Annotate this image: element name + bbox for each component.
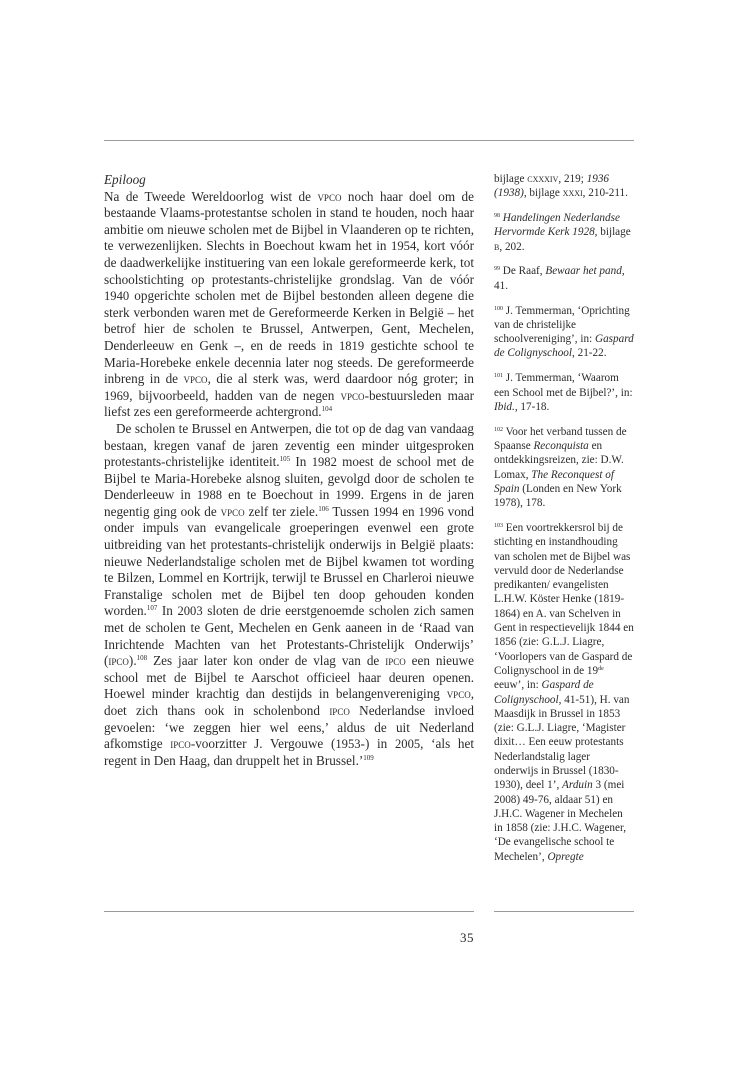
footnote-ref-104[interactable]: 104 <box>321 405 333 414</box>
footnotes-column <box>494 172 634 875</box>
footnote-101: $^{101}$ J. Temmerman, ‘Waarom een School met de Bijbel?’, in: Ibid., 17-18. <box>494 372 633 413</box>
footnote-102: $^{102}$ Voor het verband tussen de Spaanse Reconquista en ontdekkingsreizen, zie: D.W. Lomax, The Reconquest of Spain (Londen en New York 1978), 178. <box>494 425 627 510</box>
paragraph-1: Na de Tweede Wereldoorlog wist de vpco noch haar doel om de bestaande Vlaams-protestantse scholen in stand te houden, noch haar ambitie om nieuwe scholen met de Bijbel in Vlaanderen op te richten, te verwezenlijken. Slechts in Boechout kwam het in 1954, kort vóór de daadwerkelijke instituering van een lokale gereformeerde kerk, tot schoolstichting op protestants-christelijke grondslag. Van de vóór 1940 opgerichte scholen met de Bijbel bestonden alleen degene die sterk verbonden waren met de Gereformeerde Kerken in België – het betrof hier de scholen te Brussel, Antwerpen, Gent, Mechelen, Denderleeuw en Genk –, en de reeds in 1819 gestichte school te Maria-Horebeke enkele decennia later nog steeds. De gereformeerde inbreng in de vpco, die al sterk was, werd daardoor nóg groter; in 1969, bijvoorbeeld, hadden van de negen vpco-bestuursleden maar liefst zes een gereformeerde achtergrond.$^{104}$ <box>104 188 474 420</box>
header-rule <box>104 140 634 141</box>
footnote-97-continued: bijlage cxxxiv, 219; 1936 (1938), bijlage xxxi, 210-211. <box>494 173 628 200</box>
footer-rule-notes <box>494 911 634 912</box>
footnote-ref-106[interactable]: 106 <box>318 504 329 513</box>
footnote-100: $^{100}$ J. Temmerman, ‘Oprichting van de christelijke schoolvereniging’, in: Gaspard de Colignyschool, 21-22. <box>494 304 634 360</box>
footnote-99: $^{99}$ De Raaf, Bewaar het pand, 41. <box>494 265 625 292</box>
footnote-98: $^{98}$ Handelingen Nederlandse Hervormde Kerk 1928, bijlage b, 202. <box>494 212 631 253</box>
main-text-column <box>104 172 474 769</box>
footnote-ref-109[interactable]: 109 <box>363 753 374 762</box>
footnote-103: $^{103}$ Een voortrekkersrol bij de stichting en instandhouding van scholen met de Bijbel was vervuld door de Nederlandse predikanten/ evangelisten L.H.W. Köster Henke (1819-1864) en A. van Schelven in Gent in respectievelijk 1844 en 1856 (zie: G.L.J. Liagre, ‘Voorlopers van de Gaspard de Colignyschool in de 19de eeuw’, in: Gaspard de Colignyschool, 41-51), H. van Maasdijk in Brussel in 1853 (zie: G.L.J. Liagre, ‘Magister dixit… Een eeuw protestants Nederlandstalig lager onderwijs in Brussel (1830-1930), deel 1’, Arduin 3 (mei 2008) 49-76, aldaar 51) en J.H.C. Wagener in Mechelen in 1858 (zie: J.H.C. Wagener, ‘De evangelische school te Mechelen’, Opregte <box>494 521 634 863</box>
section-title: Epiloog <box>104 172 146 187</box>
footnote-ref-105[interactable]: 105 <box>279 455 291 464</box>
paragraph-2: De scholen te Brussel en Antwerpen, die tot op de dag van vandaag bestaan, kregen vanaf de jaren zeventig een minder uitgesproken protestants-christelijke identiteit.$^{105}$ In 1982 moest de school met de Bijbel te Maria-Horebeke alsnog sluiten, gevolgd door de scholen te Denderleeuw in 1988 en te Boechout in 1999. Ergens in de jaren negentig ging ook de vpco zelf ter ziele.$^{106}$ Tussen 1994 en 1996 vond onder impuls van evangelicale groeperingen evenwel een grote uitbreiding van het protestants-christelijk onderwijs in België plaats: nieuwe Nederlandstalige scholen met de Bijbel kwamen tot wording te Bilzen, Lommel en Kortrijk, terwijl te Brussel en Charleroi nieuwe Franstalige scholen met de Bijbel ten doop gehouden konden worden.$^{107}$ In 2003 sloten de drie eerstgenoemde scholen zich samen met de scholen te Gent, Mechelen en Genk aaneen in de ‘Raad van Inrichtende Machten van het Protestants-Christelijk Onderwijs’ (ipco).$^{108}$ Zes jaar later kon onder de vlag van de ipco een nieuwe school met de Bijbel te Aarschot officieel haar deuren openen. Hoewel minder krachtig dan destijds in belangenvereniging vpco, doet zich thans ook in scholenbond ipco Nederlandse invloed gevoelen: ‘we zeggen hier wel eens,’ aldus de uit Nederland afkomstige ipco-voorzitter J. Vergouwe (1953-) in 2005, ‘als het regent in Den Haag, dan druppelt het in Brussel.’$^{109}$ <box>104 420 475 768</box>
footnote-ref-107[interactable]: 107 <box>146 604 158 613</box>
footnote-ref-108[interactable]: 108 <box>136 654 148 663</box>
page-number: 35 <box>460 930 474 945</box>
footer-rule-main <box>104 911 474 912</box>
